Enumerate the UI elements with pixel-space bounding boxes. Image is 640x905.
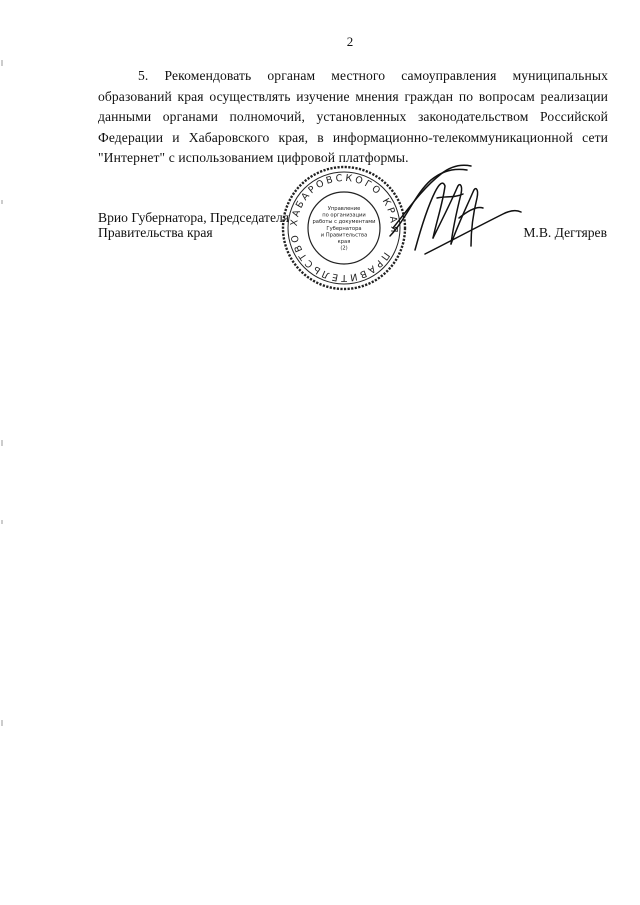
stamp-center-line: Управление bbox=[327, 206, 361, 212]
handwritten-signature bbox=[385, 158, 525, 268]
signer-name: М.В. Дегтярев bbox=[523, 225, 607, 240]
paragraph-item-5: 5. Рекомендовать органам местного самоуправления муниципальных образований края осуществлять изучение мнения граждан по вопросам реализации данными органами полномочий, установленных законодательством Российской Федерации и Хабаровского края, в информационно-телекоммуникационной сети "Интернет" с использованием цифровой платформы. bbox=[98, 68, 608, 165]
page-number: 2 bbox=[346, 34, 354, 49]
stamp-center-line: края bbox=[337, 239, 351, 245]
signer-title-line-2: Правительства края bbox=[98, 224, 213, 240]
stamp-center-line: (2) bbox=[340, 245, 348, 252]
stamp-ring-text: ПРАВИТЕЛЬСТВО ХАБАРОВСКОГО КРАЯ bbox=[288, 172, 400, 284]
signer-title-line-1: Врио Губернатора, Председателя bbox=[98, 210, 290, 225]
stamp-center-line: Губернатора bbox=[326, 225, 362, 232]
signer-title bbox=[98, 211, 289, 240]
stamp-center-line: по организации bbox=[322, 212, 366, 219]
stamp-center-line: и Правительства bbox=[320, 232, 368, 239]
scan-edge-marks bbox=[1, 20, 4, 900]
stamp-center-text bbox=[312, 206, 375, 252]
stamp-center-line: работы с документами bbox=[312, 219, 376, 226]
